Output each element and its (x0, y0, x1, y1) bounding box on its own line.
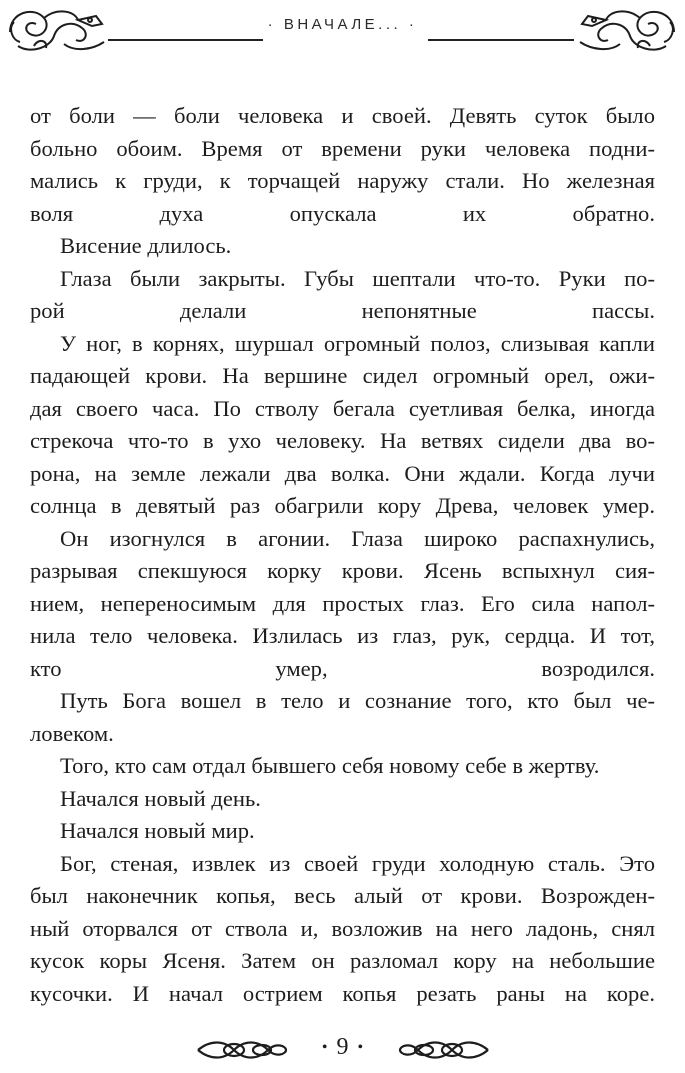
text-line: кусок коры Ясеня. Затем он разломал кору на небольшие (30, 948, 655, 973)
text-line: стрекоча что-то в ухо человеку. На ветвях сидели два во- (30, 428, 655, 453)
text-line: ловеком. (30, 720, 114, 746)
text-line: дая своего часа. По стволу бегала суетливая белка, иногда (30, 395, 655, 421)
text-line: падающей крови. На вершине сидел огромный орел, ожи- (30, 363, 655, 388)
paragraph (30, 685, 655, 750)
paragraph (30, 848, 655, 1011)
bullet-icon: • (321, 1039, 328, 1057)
text-line: нием, непереносимым для простых глаз. Его сила напол- (30, 590, 655, 616)
text-line: Начался новый мир. (60, 818, 255, 843)
bullet-icon: • (357, 1039, 364, 1057)
page-header (0, 0, 685, 60)
text-line: от боли — боли человека и своей. Девять суток было (30, 103, 655, 128)
knot-ornament-icon (398, 1036, 490, 1069)
text-line: У ног, в корнях, шуршал огромный полоз, слизывая капли (60, 330, 655, 356)
text-line: нила тело человека. Излилась из глаз, рук, сердца. И тот, (30, 623, 655, 648)
paragraph (30, 230, 655, 263)
paragraph (30, 263, 655, 328)
text-line: Он изогнулся в агонии. Глаза широко распахнулись, (60, 525, 655, 551)
text-line: Висение длилось. (60, 233, 232, 258)
text-line: Того, кто сам отдал бывшего себя новому себе в жертву. (60, 753, 600, 778)
paragraph (30, 328, 655, 523)
paragraph (30, 100, 655, 230)
page-number (0, 1034, 685, 1061)
text-line: кто умер, возродился. (30, 655, 655, 681)
body-text (30, 100, 655, 1010)
text-line: Путь Бога вошел в тело и сознание того, кто был че- (60, 688, 655, 713)
text-line: рона, на земле лежали два волка. Они ждали. Когда лучи (30, 460, 655, 486)
header-rule-right (428, 39, 574, 41)
text-line: кусочки. И начал острием копья резать раны на коре. (30, 980, 655, 1006)
text-line: Начался новый день. (60, 785, 261, 811)
page-number-value: 9 (336, 1034, 349, 1060)
text-line: мались к груди, к торчащей наружу стали. Но железная (30, 168, 655, 193)
paragraph (30, 750, 655, 783)
text-line: Бог, стеная, извлек из своей груди холодную сталь. Это (60, 850, 655, 876)
page-footer (0, 1030, 685, 1070)
text-line: ный оторвался от ствола и, возложив на него ладонь, снял (30, 915, 655, 941)
text-line: воля духа опускала их обратно. (30, 200, 655, 226)
text-line: солнца в девятый раз обагрили кору Древа, человек умер. (30, 493, 655, 518)
text-line: разрывая спекшуюся корку крови. Ясень вспыхнул сия- (30, 558, 655, 583)
paragraph (30, 783, 655, 816)
paragraph (30, 523, 655, 686)
celtic-beast-ornament-icon (578, 2, 680, 61)
text-line: рой делали непонятные пассы. (30, 298, 655, 323)
paragraph (30, 815, 655, 848)
running-head: · ВНАЧАЛЕ... · (267, 16, 418, 33)
text-line: был наконечник копья, весь алый от крови. Возрожден- (30, 883, 655, 908)
text-line: Глаза были закрыты. Губы шептали что-то. Руки по- (60, 265, 655, 291)
header-rule-left (108, 39, 263, 41)
text-line: больно обоим. Время от времени руки человека подни- (30, 135, 655, 161)
